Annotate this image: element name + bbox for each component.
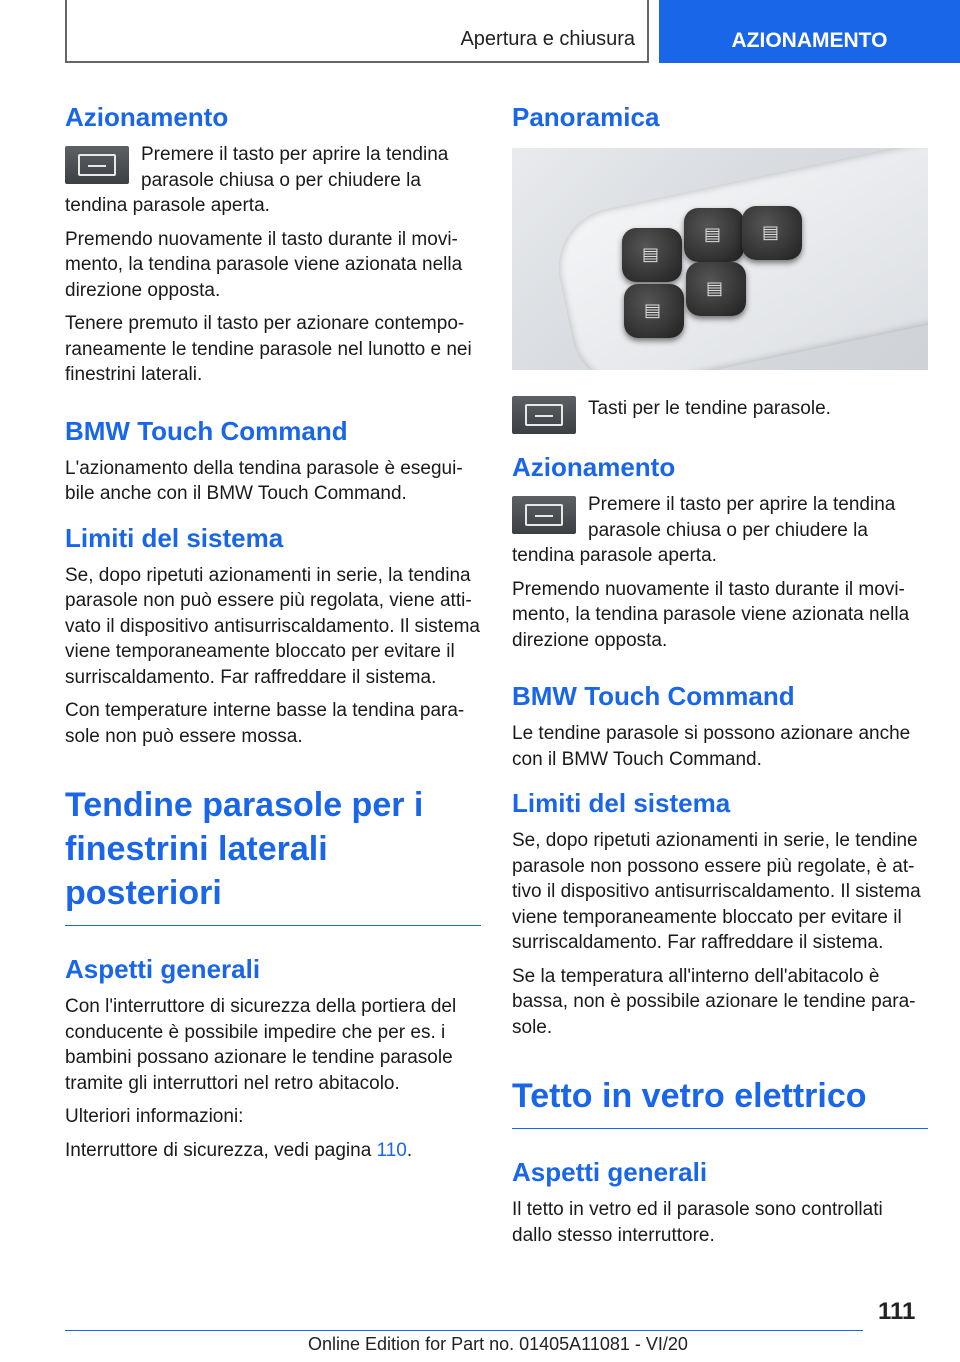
heading-touch-command: BMW Touch Command [65, 415, 348, 446]
sunblind-switch-photo: ▤ ▤ ▤ ▤ ▤ [512, 148, 928, 370]
paragraph: Premere il tasto per aprire la tendina parasole chiusa o per chiudere la tendina parasole aperta. [512, 494, 896, 566]
header-tab-azionamento[interactable]: AZIONAMENTO [659, 0, 960, 63]
chapter-title-tendine: Tendine parasole per i finestrini laterali posteriori [65, 783, 481, 926]
paragraph: Con l'interruttore di sicurezza della portiera del conducente è possibile impedire che per es. i bambini possano azionare le tendine parasole tramite gli interruttori nel retro abitacolo. [65, 996, 457, 1094]
header-section-title: Apertura e chiusura [460, 28, 635, 50]
heading-azionamento: Azionamento [512, 452, 676, 482]
sunblind-button-icon [65, 146, 129, 184]
left-column [65, 100, 481, 1171]
paragraph: Premere il tasto per aprire la tendina parasole chiusa o per chiudere la tendina parasole aperta. [65, 144, 449, 216]
paragraph: Premendo nuovamente il tasto durante il movimento, la tendina parasole viene azionata nella direzione opposta. [65, 228, 463, 301]
heading-aspetti: Aspetti generali [65, 954, 261, 984]
paragraph: Se, dopo ripetuti azionamenti in serie, le tendine parasole non possono essere più regolate, è attivo il dispositivo antisurriscaldamento. Il sistema viene temporaneamente bloccato per evitare il surriscaldamento. Far raffreddare il sistema. [512, 830, 921, 953]
footer-rule [65, 1330, 863, 1331]
sunblind-button-icon [512, 396, 576, 434]
heading-panoramica: Panoramica [512, 102, 660, 132]
paragraph: Ulteriori informazioni: [65, 1106, 244, 1127]
page-link[interactable]: 110 [376, 1139, 407, 1161]
paragraph: Con temperature interne basse la tendina parasole non può essere mossa. [65, 700, 465, 747]
footer-edition: Online Edition for Part no. 01405A11081 - VI/20 [308, 1334, 688, 1354]
photo-caption: Tasti per le tendine parasole. [588, 398, 831, 419]
heading-limiti: Limiti del sistema [512, 788, 731, 818]
paragraph: L'azionamento della tendina parasole è eseguibile anche con il BMW Touch Command. [65, 457, 463, 504]
page-number: 111 [878, 1298, 916, 1325]
paragraph: Tenere premuto il tasto per azionare contemporaneamente le tendine parasole nel lunotto e nei finestrini laterali. [65, 313, 472, 385]
paragraph-reference: Interruttore di sicurezza, vedi pagina 110. [65, 1139, 413, 1161]
heading-aspetti: Aspetti generali [512, 1157, 708, 1187]
paragraph: Le tendine parasole si possono azionare anche con il BMW Touch Command. [512, 723, 911, 770]
heading-azionamento: Azionamento [65, 102, 229, 132]
paragraph: Premendo nuovamente il tasto durante il movimento, la tendina parasole viene azionata nella direzione opposta. [512, 578, 910, 651]
paragraph: Se la temperatura all'interno dell'abitacolo è bassa, non è possibile azionare le tendine parasole. [512, 965, 916, 1038]
right-column [512, 100, 928, 1256]
heading-limiti: Limiti del sistema [65, 522, 284, 553]
heading-touch-command: BMW Touch Command [512, 681, 795, 711]
chapter-title-tetto: Tetto in vetro elettrico [512, 1074, 928, 1129]
paragraph: Il tetto in vetro ed il parasole sono controllati dallo stesso interruttore. [512, 1199, 883, 1246]
sunblind-button-icon [512, 496, 576, 534]
paragraph: Se, dopo ripetuti azionamenti in serie, la tendina parasole non può essere più regolata, viene attivato il dispositivo antisurriscaldamento. Il sistema viene temporaneamente bloccato per evitare il surriscaldamento. Far raffreddare il sistema. [65, 564, 481, 688]
